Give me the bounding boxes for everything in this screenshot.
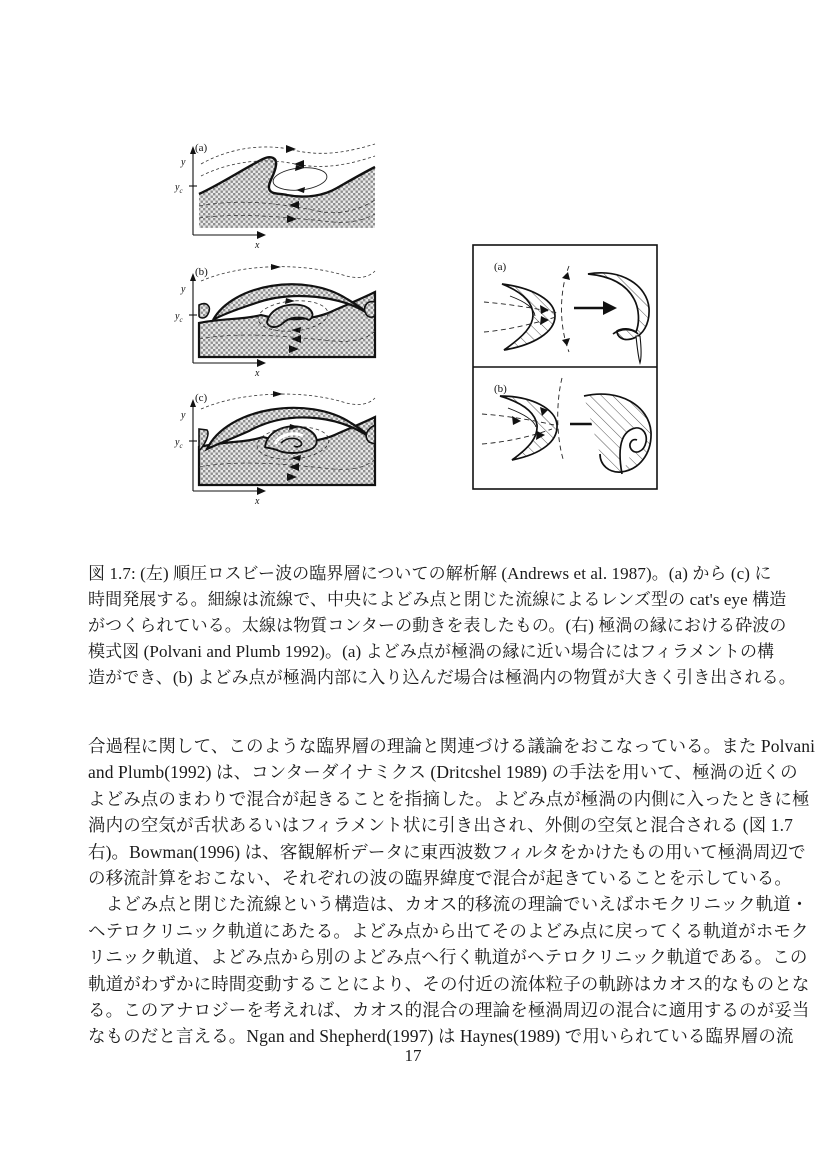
axis-arrow-right-icon [257,359,266,367]
panel-a-label: (a) [195,142,208,154]
cats-eye-streamline [272,165,328,193]
y-axis-label: y [181,157,186,168]
yc-axis-label: $y_c$ [175,437,183,450]
body-line: リニック軌道、よどみ点から別のよどみ点へ行く軌道がヘテロクリニック軌道である。この [88,947,808,968]
figure-left-panel-b [173,259,385,379]
figure-left-panel-a [173,138,385,252]
x-axis-label: x [255,240,260,251]
body-line: and Plumb(1992) は、コンターダイナミクス (Dritcshel 1989) の手法を用いて、極渦の近くの [88,762,798,783]
yc-axis-label: $y_c$ [175,182,183,195]
arrow-right-icon [271,264,281,270]
x-axis-label: x [255,368,260,379]
body-line: る。このアナロジーを考えれば、カオス的混合の理論を極渦周辺の混合に適用するのが妥当 [88,1000,810,1021]
page-number: 17 [404,1046,422,1065]
figure-left-panel-c [173,385,385,507]
streamline [201,267,375,281]
body-line: ヘテロクリニック軌道にあたる。よどみ点から出てそのよどみ点に戻ってくる軌道がホモク [88,920,809,941]
streamline [201,394,375,409]
figure-caption [88,561,796,691]
arrow-right-icon [286,145,296,153]
body-line: よどみ点と閉じた流線という構造は、カオス的移流の理論でいえばホモクリニック軌道・ [88,894,809,915]
wrapped-material-blob [265,426,317,453]
axis-arrow-right-icon [257,487,266,495]
critical-layer-diagram-b [173,259,385,379]
body-line: 合過程に関して、このような臨界層の理論と関連づける議論をおこなっている。また Polvani [88,736,816,756]
body-line: なものだと言える。Ngan and Shepherd(1997) は Haynes(1989) で用いられている臨界層の流 [88,1026,794,1047]
body-text [88,733,816,1050]
arrow-right-icon [273,391,283,397]
arrow-right-icon [285,298,295,304]
right-panel-b-label: (b) [494,383,507,395]
body-line: の移流計算をおこない、それぞれの波の臨界緯度で混合が起きていることを示している。 [88,868,792,889]
right-panel-a-label: (a) [494,261,507,273]
body-line: よどみ点のまわりで混合が起きることを指摘した。よどみ点が極渦の内側に入ったときに極 [88,788,810,809]
x-axis-label: x [255,496,260,507]
body-line: 渦内の空気が舌状あるいはフィラメント状に引き出され、外側の空気と混合される (図 1.7 [88,815,793,836]
edge-lobe [199,304,209,318]
streamline [201,156,375,176]
arrow-left-icon [296,187,305,193]
vortex-breaking-schematic [472,244,658,490]
figure-right [472,244,658,495]
panel-c-label: (c) [195,392,208,404]
caption-line: 造ができ、(b) よどみ点が極渦内部に入り込んだ場合は極渦内の物質が大きく引き出される。 [88,668,796,687]
caption-line: 時間発展する。細線は流線で、中央によどみ点と閉じた流線によるレンズ型の cat's eye 構造 [88,590,787,609]
caption-line: 模式図 (Polvani and Plumb 1992)。(a) よどみ点が極渦の縁に近い場合にはフィラメントの構 [88,642,775,661]
axis-arrow-right-icon [257,231,266,239]
body-line: 右)。Bowman(1996) は、客観解析データに東西波数フィルタをかけたもの用いて極渦周辺で [88,841,806,862]
caption-line: 図 1.7: (左) 順圧ロスビー波の臨界層についての解析解 (Andrews et al. 1987)。(a) から (c) に [88,564,772,583]
caption-line: がつくられている。太線は物質コンターの動きを表したもの。(右) 極渦の縁における砕波の [88,616,787,635]
yc-axis-label: $y_c$ [175,311,183,324]
edge-lobe [365,302,375,317]
y-axis-label: y [181,284,186,295]
panel-b-label: (b) [195,266,208,278]
critical-layer-diagram-a [173,138,385,252]
y-axis-label: y [181,410,186,421]
body-line: 軌道がわずかに時間変動することにより、その付近の流体粒子の軌跡はカオス的なものとな [88,973,810,994]
critical-layer-diagram-c [173,385,385,507]
